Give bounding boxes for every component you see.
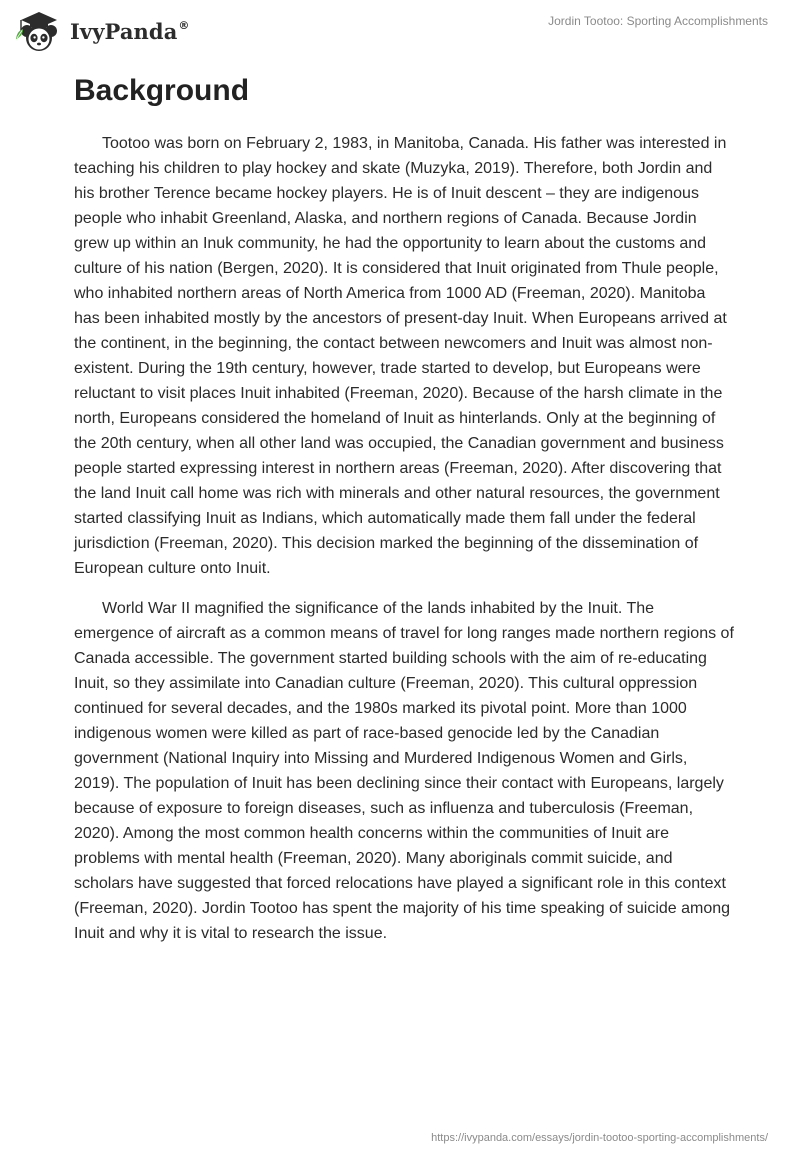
paragraph: World War II magnified the significance of the lands inhabited by the Inuit. The emergence of aircraft as a common means of travel for long ranges made northern regions of Canada accessible. The government started building schools with the aim of re-educating Inuit, so they assimilate into Canadian culture (Freeman, 2020). This cultural oppression continued for several decades, and the 1980s marked its pivotal point. More than 1000 indigenous women were killed as part of race-based genocide led by the Canadian government (National Inquiry into Missing and Murdered Indigenous Women and Girls, 2019). The population of Inuit has been declining since their contact with Europeans, largely because of exposure to foreign diseases, such as influenza and tuberculosis (Freeman, 2020). Among the most common health concerns within the communities of Inuit are problems with mental health (Freeman, 2020). Many aboriginals commit suicide, and scholars have suggested that forced relocations have played a significant role in this context (Freeman, 2020). Jordin Tootoo has spent the majority of his time speaking of suicide among Inuit and why it is vital to research the issue.: [74, 600, 734, 942]
page-header: [0, 0, 800, 60]
paragraph: Tootoo was born on February 2, 1983, in Manitoba, Canada. His father was interested in teaching his children to play hockey and skate (Muzyka, 2019). Therefore, both Jordin and his brother Terence became hockey players. He is of Inuit descent – they are indigenous people who inhabit Greenland, Alaska, and northern regions of Canada. Because Jordin grew up within an Inuk community, he had the opportunity to learn about the customs and culture of his nation (Bergen, 2020). It is considered that Inuit originated from Thule people, who inhabited northern areas of North America from 1000 AD (Freeman, 2020). Manitoba has been inhabited mostly by the ancestors of present-day Inuit. When Europeans arrived at the continent, in the beginning, the contact between newcomers and Inuit was almost non-existent. During the 19th century, however, trade started to develop, but Europeans were reluctant to visit places Inuit inhabited (Freeman, 2020). Because of the harsh climate in the north, Europeans considered the homeland of Inuit as hinterlands. Only at the beginning of the 20th century, when all other land was occupied, the Canadian government and business people started expressing interest in northern areas (Freeman, 2020). After discovering that the land Inuit call home was rich with minerals and other natural resources, the government started classifying Inuit as Indians, which automatically made them fall under the federal jurisdiction (Freeman, 2020). This decision marked the beginning of the dissemination of European culture onto Inuit.: [74, 135, 727, 577]
registered-mark: ®: [178, 18, 190, 32]
brand-name-text: IvyPanda: [70, 18, 178, 44]
document-title: Jordin Tootoo: Sporting Accomplishments: [548, 14, 768, 28]
section-heading: Background: [74, 74, 250, 107]
source-url[interactable]: https://ivypanda.com/essays/jordin-tootoo-sporting-accomplishments/: [431, 1132, 768, 1144]
ivypanda-logo[interactable]: [14, 9, 190, 53]
panda-graduation-cap-icon: [14, 9, 64, 53]
essay-content: [74, 72, 734, 946]
brand-name: [70, 19, 190, 44]
